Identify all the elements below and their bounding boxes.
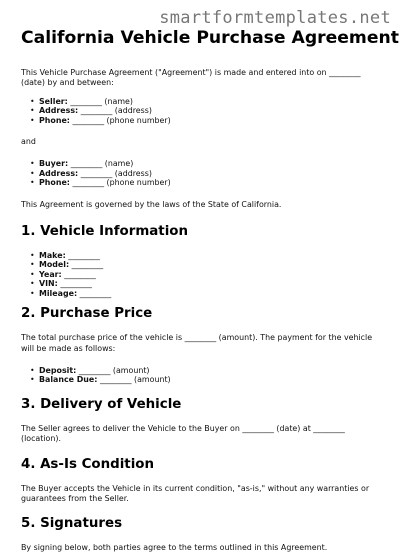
- list-item: • Address: ________ (address): [39, 169, 389, 178]
- asis-paragraph: The Buyer accepts the Vehicle in its current condition, "as-is," without any warranties or guarantees from the Seller.: [21, 483, 370, 503]
- vehicle-list: [21, 251, 389, 298]
- watermark: smartformtemplates.net: [159, 8, 391, 28]
- list-item: • Year: ________: [39, 270, 389, 279]
- list-item: • Address: ________ (address): [39, 106, 389, 115]
- list-item: • Model: ________: [39, 260, 389, 269]
- document-title: California Vehicle Purchase Agreement: [21, 28, 399, 48]
- price-paragraph: The total purchase price of the vehicle is ________ (amount). The payment for the vehicle will be made as follows:: [21, 333, 373, 353]
- list-item: • Mileage: ________: [39, 289, 389, 298]
- list-item: • Make: ________: [39, 251, 389, 260]
- list-item: • Buyer: ________ (name): [39, 159, 389, 168]
- agreement-document: [21, 28, 399, 554]
- signatures-paragraph: By signing below, both parties agree to the terms outlined in this Agreement.: [21, 543, 328, 553]
- payment-list: [21, 366, 389, 385]
- section-heading-delivery: 3. Delivery of Vehicle: [21, 396, 182, 412]
- list-item: • Deposit: ________ (amount): [39, 366, 389, 375]
- and-text: and: [21, 137, 36, 147]
- governing-law: This Agreement is governed by the laws of the State of California.: [21, 199, 282, 209]
- delivery-paragraph: The Seller agrees to deliver the Vehicle to the Buyer on ________ (date) at ________ (location).: [21, 423, 345, 444]
- list-item: • Seller: ________ (name): [39, 97, 389, 106]
- buyer-list: [21, 159, 389, 187]
- section-heading-price: 2. Purchase Price: [21, 306, 153, 322]
- intro-line-2: (date) by and between:: [21, 78, 114, 88]
- list-item: • VIN: ________: [39, 279, 389, 288]
- list-item: • Phone: ________ (phone number): [39, 178, 389, 187]
- section-heading-asis: 4. As-Is Condition: [21, 456, 155, 472]
- list-item: • Balance Due: ________ (amount): [39, 375, 389, 384]
- list-item: • Phone: ________ (phone number): [39, 116, 389, 125]
- intro-line-1: This Vehicle Purchase Agreement ("Agreement") is made and entered into on ________: [21, 68, 361, 77]
- intro-paragraph: [21, 68, 389, 89]
- seller-list: [21, 97, 389, 125]
- section-heading-signatures: 5. Signatures: [21, 516, 123, 532]
- section-heading-vehicle: 1. Vehicle Information: [21, 224, 189, 240]
